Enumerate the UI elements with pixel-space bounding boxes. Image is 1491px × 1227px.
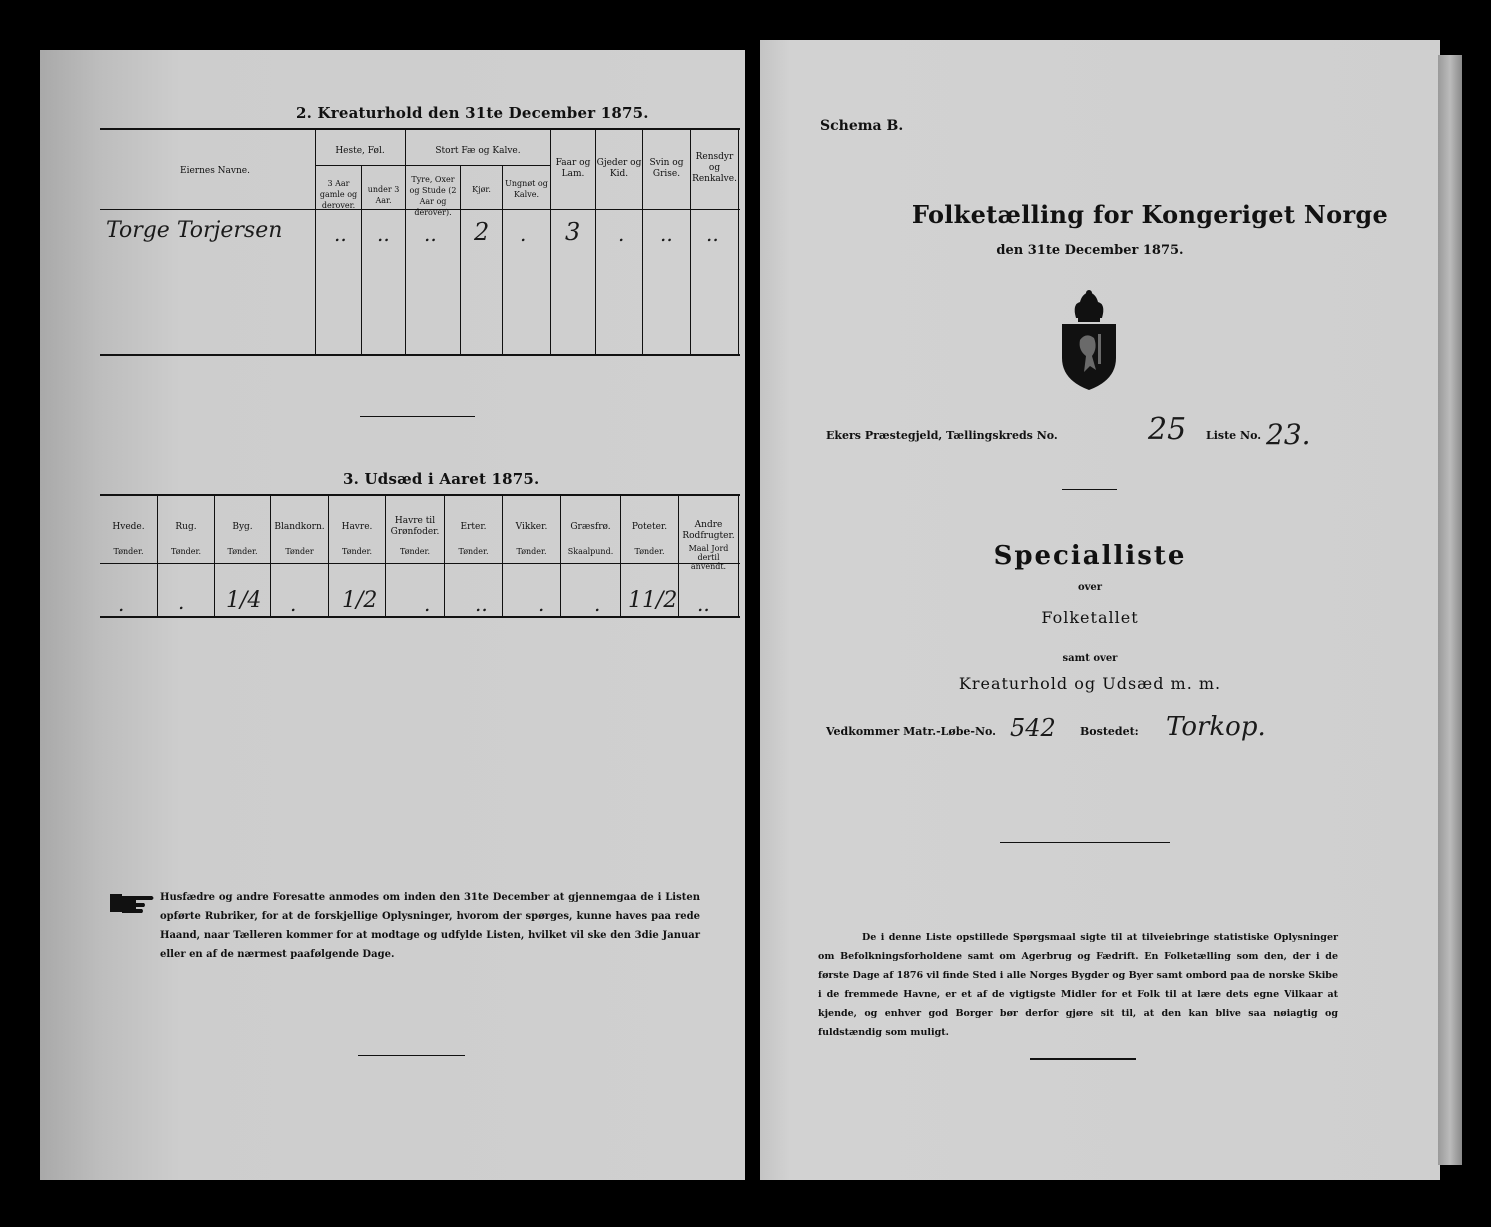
cell-hvede: . xyxy=(118,592,125,616)
divider xyxy=(1062,489,1117,490)
col-stort: Stort Fæ og Kalve. xyxy=(435,146,521,156)
col-vikker: Vikker. xyxy=(515,522,548,532)
col-erter: Erter. xyxy=(460,522,487,532)
section3-title: 3. Udsæd i Aaret 1875. xyxy=(343,470,540,488)
divider xyxy=(1030,1058,1136,1060)
col-rensdyr: Rensdyr og Renkalve. xyxy=(692,152,737,184)
col-byg: Byg. xyxy=(232,522,253,532)
unit-vikker: Tønder. xyxy=(516,547,547,556)
list-number: 23. xyxy=(1266,418,1311,451)
purpose-note: De i denne Liste opstillede Spørgsmaal sigte til at tilveiebringe statistiske Oplysninger om Befolkningsforholdene samt om Agerbrug og Fædrift. En Folketælling som den, der i de første Dage af 1876 vil finde Sted i alle Norges Bygder og Byer samt ombord paa de norske Skibe i de fremmede Havne, er et af de vigtigste Midler for et Folk til at lære dets egne Vilkaar at kjende, og enhver god Borger bør derfor gjøre sit til, at den kan blive saa nøiagtig og fuldstændig som muligt. xyxy=(818,932,1338,1038)
unit-havre: Tønder. xyxy=(341,547,373,556)
col-andre-rodfrugter: Andre Rodfrugter. xyxy=(682,520,735,541)
cell-byg: 1/4 xyxy=(226,588,262,613)
col-svin: Svin og Grise. xyxy=(649,158,684,179)
col-heste-a: 3 Aar gamle og derover. xyxy=(319,179,358,210)
samt-over-label: samt over xyxy=(1062,653,1118,664)
census-title: Folketælling for Kongeriget Norge xyxy=(911,200,1389,229)
specialliste-title: Specialliste xyxy=(993,541,1187,571)
col-heste-b: under 3 Aar. xyxy=(367,185,400,205)
cell-andre-rodfrugter: .. xyxy=(697,592,710,616)
cell-havre: 1/2 xyxy=(342,588,378,613)
instruction-note: Husfædre og andre Foresatte anmodes om inden den 31te December at gjennemgaa de i Listen opførte Rubriker, for at de forskjellige Oplysninger, hvorom der spørges, kunne haves paa rede Haand, naar Tælleren kommer for at modtage og udfylde Listen, hvilket vil ske den 3die Januar eller en af de nærmest paafølgende Dage. xyxy=(160,892,700,960)
cell-stort-c: . xyxy=(520,222,527,246)
col-gjeder: Gjeder og Kid. xyxy=(596,158,642,179)
cell-blandkorn: . xyxy=(290,592,297,616)
owner-name: Torge Torjersen xyxy=(106,218,283,243)
page-edge xyxy=(1438,55,1462,1165)
section2-title: 2. Kreaturhold den 31te December 1875. xyxy=(296,104,649,122)
divider xyxy=(360,416,475,417)
norway-coat-of-arms-icon xyxy=(1058,290,1120,392)
col-stort-b: Kjør. xyxy=(472,185,491,194)
cell-heste-b: .. xyxy=(377,222,390,246)
col-owner: Eiernes Navne. xyxy=(180,166,250,176)
col-havre: Havre. xyxy=(341,522,373,532)
col-havre-gronfoder: Havre til Grønfoder. xyxy=(390,516,440,537)
cell-faar: 3 xyxy=(565,218,581,246)
list-label: Liste No. xyxy=(1206,429,1262,442)
cell-gjeder: . xyxy=(618,222,625,246)
divider xyxy=(1000,842,1170,843)
col-rug: Rug. xyxy=(175,522,197,532)
col-hvede: Hvede. xyxy=(112,522,145,532)
pointing-hand-icon xyxy=(108,891,156,915)
unit-erter: Tønder. xyxy=(458,547,489,556)
matr-number: 542 xyxy=(1010,714,1056,742)
unit-hvede: Tønder. xyxy=(113,547,144,556)
cell-rug: . xyxy=(178,590,185,614)
col-blandkorn: Blandkorn. xyxy=(274,522,325,532)
unit-blandkorn: Tønder xyxy=(285,547,314,556)
cell-rensdyr: .. xyxy=(706,222,719,246)
district-label: Ekers Præstegjeld, Tællingskreds No. xyxy=(826,429,1058,442)
divider xyxy=(358,1055,465,1056)
bosted-value: Torkop. xyxy=(1166,712,1266,742)
cell-graesfro: . xyxy=(594,592,601,616)
unit-havre-gronfoder: Tønder. xyxy=(399,547,431,556)
cell-stort-a: .. xyxy=(424,222,437,246)
kreaturhold-label: Kreaturhold og Udsæd m. m. xyxy=(958,674,1222,693)
matr-label: Vedkommer Matr.-Løbe-No. xyxy=(826,725,996,738)
col-stort-a: Tyre, Oxer og Stude (2 Aar og derover). xyxy=(409,175,457,217)
bosted-label: Bostedet: xyxy=(1080,725,1139,738)
unit-graesfro: Skaalpund. xyxy=(567,547,614,556)
col-stort-c: Ungnøt og Kalve. xyxy=(505,179,548,199)
census-subtitle: den 31te December 1875. xyxy=(996,243,1184,258)
col-poteter: Poteter. xyxy=(631,522,668,532)
folketallet-label: Folketallet xyxy=(1041,608,1139,627)
unit-rug: Tønder. xyxy=(170,547,202,556)
over-label: over xyxy=(1077,582,1103,593)
cell-svin: .. xyxy=(660,222,673,246)
cell-vikker: . xyxy=(538,592,545,616)
cell-erter: .. xyxy=(475,592,488,616)
cell-stort-b: 2 xyxy=(474,218,490,246)
col-graesfro: Græsfrø. xyxy=(570,522,611,532)
schema-label: Schema B. xyxy=(820,118,904,134)
cell-heste-a: .. xyxy=(334,222,347,246)
col-faar: Faar og Lam. xyxy=(555,158,591,179)
district-number: 25 xyxy=(1148,412,1187,447)
unit-byg: Tønder. xyxy=(227,547,258,556)
unit-poteter: Tønder. xyxy=(634,547,665,556)
unit-andre-rodfrugter: Maal Jord dertil anvendt. xyxy=(688,544,729,571)
cell-havre-gronfoder: . xyxy=(424,592,431,616)
col-heste: Heste, Føl. xyxy=(335,146,385,156)
cell-poteter: 11/2 xyxy=(628,588,678,613)
